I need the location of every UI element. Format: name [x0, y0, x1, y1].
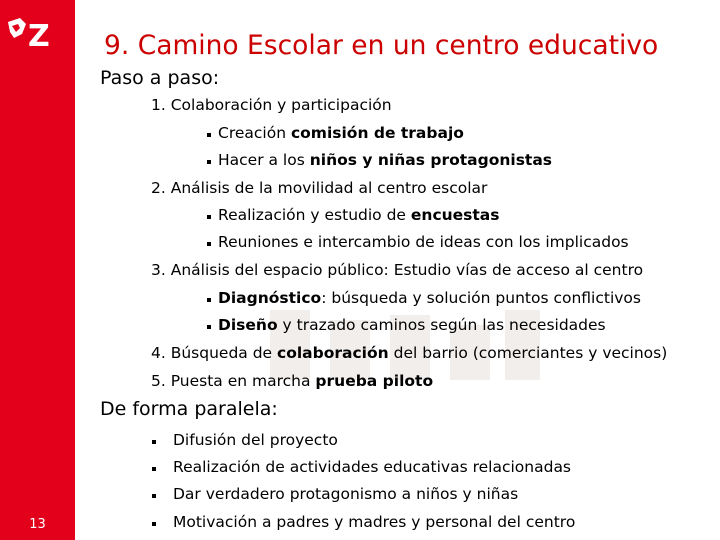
step-3-sub-2: Diseño y trazado caminos según las necesidades — [218, 316, 606, 334]
bullet-icon — [152, 440, 156, 444]
bullet-icon — [152, 494, 156, 498]
parallel-heading: De forma paralela: — [100, 398, 278, 420]
bullet-icon — [207, 215, 211, 219]
bullet-icon — [152, 467, 156, 471]
step-2-sub-1: Realización y estudio de encuestas — [218, 206, 500, 224]
parallel-item-2: Realización de actividades educativas relacionadas — [173, 458, 572, 476]
bullet-icon — [207, 160, 211, 164]
step-5: 5. Puesta en marcha prueba piloto — [151, 372, 434, 390]
slide-number: 13 — [29, 517, 46, 532]
zaragoza-logo — [4, 12, 68, 60]
steps-heading: Paso a paso: — [100, 67, 220, 89]
step-1-sub-2: Hacer a los niños y niñas protagonistas — [218, 151, 553, 169]
step-1-sub-1: Creación comisión de trabajo — [218, 124, 464, 142]
bullet-icon — [207, 133, 211, 137]
bullet-icon — [207, 242, 211, 246]
parallel-item-3: Dar verdadero protagonismo a niños y niñas — [173, 485, 519, 503]
brand-sidebar — [0, 0, 75, 540]
parallel-item-1: Difusión del proyecto — [173, 431, 338, 449]
step-2: 2. Análisis de la movilidad al centro escolar — [151, 179, 488, 197]
bullet-icon — [152, 522, 156, 526]
parallel-item-4: Motivación a padres y madres y personal del centro — [173, 513, 576, 531]
bullet-icon — [207, 298, 211, 302]
step-1: 1. Colaboración y participación — [151, 96, 392, 114]
step-4: 4. Búsqueda de colaboración del barrio (comerciantes y vecinos) — [151, 344, 668, 362]
logo-letter: Z — [28, 19, 50, 54]
step-2-sub-2: Reuniones e intercambio de ideas con los implicados — [218, 233, 629, 251]
step-3-sub-1: Diagnóstico: búsqueda y solución puntos conflictivos — [218, 289, 641, 307]
bullet-icon — [207, 325, 211, 329]
slide-title: 9. Camino Escolar en un centro educativo — [104, 30, 659, 61]
step-3: 3. Análisis del espacio público: Estudio vías de acceso al centro — [151, 261, 644, 279]
